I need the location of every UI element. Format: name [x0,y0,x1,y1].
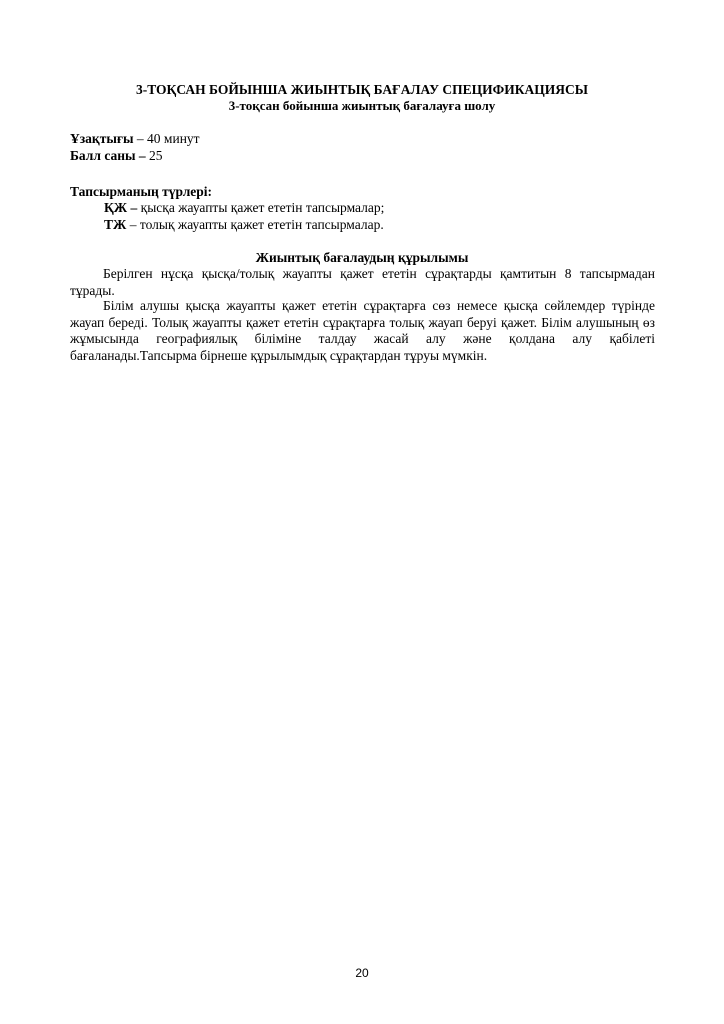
task-types-heading: Тапсырманың түрлері: [70,184,213,199]
duration-line [70,131,200,147]
structure-heading: Жиынтық бағалаудың құрылымы [255,250,469,265]
duration-value: – 40 минут [133,131,200,146]
document-subtitle: 3-тоқсан бойынша жиынтық бағалауға шолу [228,98,496,113]
task-type-code: ҚЖ – [104,200,138,215]
score-value: 25 [145,148,163,163]
task-type-item [104,217,384,233]
structure-paragraph: Берілген нұсқа қысқа/толық жауапты қажет ететін сұрақтарды қамтитын 8 тапсырмадан тұрады. [70,266,655,298]
task-type-text: қысқа жауапты қажет ететін тапсырмалар; [137,200,385,215]
task-type-code: ТЖ [104,217,127,232]
document-title: 3-ТОҚСАН БОЙЫНША ЖИЫНТЫҚ БАҒАЛАУ СПЕЦИФИКАЦИЯСЫ [135,82,589,97]
task-type-text: – толық жауапты қажет ететін тапсырмалар. [126,217,384,232]
score-line [70,148,163,164]
score-label: Балл саны – [70,148,146,163]
page-number: 20 [355,966,369,980]
duration-label: Ұзақтығы [70,131,134,146]
structure-paragraph: Білім алушы қысқа жауапты қажет ететін сұрақтарға сөз немесе қысқа сөйлемдер түрінде жауап береді. Толық жауапты қажет ететін сұрақтарға толық жауап беруі қажет. Білім алушының өз жұмысында географиялық біліміне талдау жасай алу және қолдана алу қабілеті бағаланады.Тапсырма бірнеше құрылымдық сұрақтардан тұруы мүмкін. [70,298,655,363]
task-type-item [104,200,384,216]
